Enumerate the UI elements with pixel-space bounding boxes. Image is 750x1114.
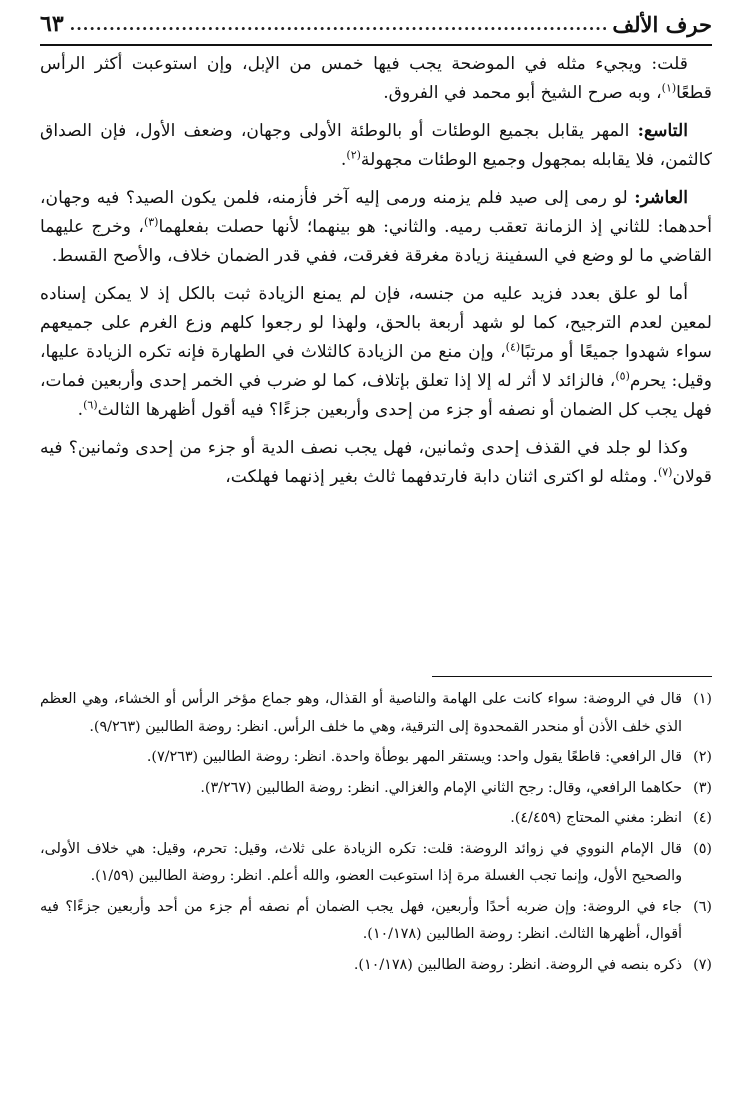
footnote-ref-6: (٦): [83, 398, 98, 412]
footnote-ref-7: (٧): [657, 465, 673, 479]
footnote: [40, 744, 712, 772]
section-lead-ninth: التاسع:: [637, 121, 688, 141]
paragraph-3: العاشر: لو رمى إلى صيد فلم يزمنه ورمى إليه آخر فأزمنه، فلمن يكون الصيد؟ فيه وجهان، أحدهما: للثاني إذ الزمانة تعقب رميه. والثاني: هو بينهما؛ لأنها حصلت بفعلهما$^{(٣)}$، وخرج عليهما القاضي ما لو وضع في السفينة زيادة مغرقة فغرقت، ففي قدر الضمان خلاف، والأصح القسط.: [40, 188, 712, 266]
paragraph-5: وكذا لو جلد في القذف إحدى وثمانين، فهل يجب نصف الدية أو جزء من إحدى وثمانين؟ فيه قولان$^{(٧)}$. ومثله لو اكترى اثنان دابة فارتدفهما ثالث بغير إذنهما فهلكت،: [40, 438, 712, 487]
running-header: [40, 4, 712, 44]
page-number: ٦٣: [40, 11, 64, 37]
header-rule: [40, 44, 712, 46]
footnote-ref-5: (٥): [615, 369, 630, 383]
footnote-number: (٣): [693, 779, 712, 796]
footnote-text: ذكره بنصه في الروضة. انظر: روضة الطالبين (١٠/١٧٨).: [353, 956, 682, 973]
footnote-number: (١): [693, 691, 712, 707]
footnote-text: قال في الروضة: سواء كانت على الهامة والناصية أو القذال، وهو جماع مؤخر الرأس أو الخشاء، وهي العظم الذي خلف الأذن أو منحدر القمحدوة إلى الترقية، وهي ما خلف الرأس. انظر: روضة الطالبين (٩/٢٦٣).: [40, 691, 682, 735]
footnote: [40, 952, 712, 980]
footnote-number: (٧): [693, 956, 712, 973]
footnote-ref-3: (٣): [143, 215, 159, 229]
main-text: [40, 50, 712, 501]
footnote-text: حكاهما الرافعي، وقال: رجح الثاني الإمام والغزالي. انظر: روضة الطالبين (٣/٢٦٧).: [200, 779, 682, 796]
footnote-number: (٥): [693, 840, 712, 857]
footnotes: [40, 686, 712, 982]
footnote: [40, 805, 712, 833]
paragraph-1: قلت: ويجيء مثله في الموضحة يجب فيها خمس من الإبل، وإن استوعبت أكثر الرأس قطعًا$^{(١)}$، وبه صرح الشيخ أبو محمد في الفروق.: [40, 54, 712, 103]
header-dot-leader: [70, 15, 607, 34]
footnote-ref-1: (١): [661, 81, 677, 95]
footnote-ref-4: (٤): [505, 340, 521, 354]
footnote-text: قال الرافعي: قاطعًا يقول واحد: ويستقر المهر بوطأة واحدة. انظر: روضة الطالبين (٧/٢٦٣).: [146, 749, 682, 765]
paragraph-2: التاسع: المهر يقابل بجميع الوطئات أو بالوطئة الأولى وجهان، وضعف الأول، فإن الصداق كالثمن، فلا يقابله بمجهول وجميع الوطئات مجهولة$^{(٢)}$.: [40, 121, 712, 170]
footnote-number: (٤): [693, 810, 712, 826]
footnote-number: (٦): [693, 898, 712, 915]
section-lead-tenth: العاشر:: [634, 188, 688, 208]
footnote: [40, 775, 712, 803]
footnote-number: (٢): [693, 749, 712, 765]
paragraph-4: أما لو علق بعدد فزيد عليه من جنسه، فإن لم يمنع الزيادة ثبت بالكل إذ لا يمكن إسناده لمعين لعدم الترجيح، كما لو شهد أربعة بالحق، ولهذا لو رجعوا كلهم وزع الغرم على جميعهم سواء شهدوا جميعًا أو مرتبًا$^{(٤)}$، وإن منع من الزيادة كالثلاث في الطهارة فإنه تكره الزيادة عليها، وقيل: يحرم$^{(٥)}$، فالزائد لا أثر له إلا إذا تعلق بإتلاف، كما لو ضرب في الخمر إحدى وأربعين فمات، فهل يجب كل الضمان أو نصفه أو جزء من إحدى وأربعين جزءًا؟ فيه أقول أظهرها الثالث$^{(٦)}$.: [40, 284, 712, 420]
footnote-text: قال الإمام النووي في زوائد الروضة: قلت: تكره الزيادة على ثلاث، وقيل: تحرم، وقيل: هي خلاف الأولى، والصحيح الأول، وإنما تجب الغسلة مرة إذا استوعبت العضو، والله أعلم. انظر: روضة الطالبين (١/٥٩).: [40, 840, 682, 884]
footnote: [40, 894, 712, 949]
footnote: [40, 836, 712, 891]
footnote: [40, 686, 712, 741]
header-title: حرف الألف: [612, 11, 712, 37]
footnote-ref-2: (٢): [346, 148, 361, 162]
footnote-separator: [432, 676, 712, 677]
footnote-text: انظر: مغني المحتاج (٤/٤٥٩).: [510, 810, 682, 826]
footnote-text: جاء في الروضة: وإن ضربه أحدًا وأربعين، فهل يجب الضمان أم نصفه أم جزء من أحد وأربعين جزءًا؟ فيه أقوال، أظهرها الثالث. انظر: روضة الطالبين (١٠/١٧٨).: [40, 898, 682, 942]
